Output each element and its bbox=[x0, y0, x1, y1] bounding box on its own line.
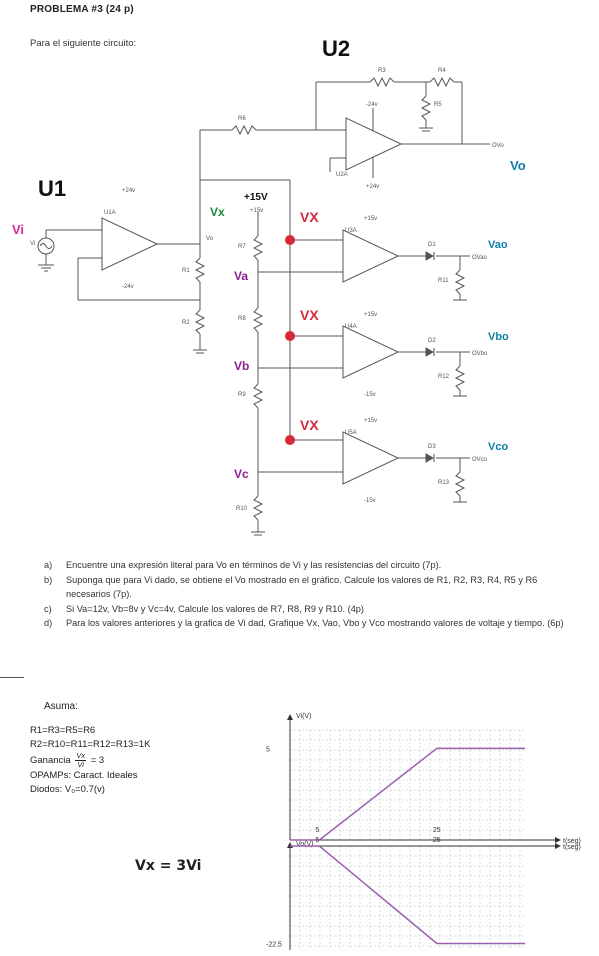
assumption-line-2: R2=R10=R11=R12=R13=1K bbox=[30, 739, 151, 750]
label-r3: R3 bbox=[378, 68, 386, 74]
annotation-plus15v: +15V bbox=[244, 192, 268, 203]
label-r11: R11 bbox=[438, 278, 449, 284]
label-r6: R6 bbox=[238, 116, 246, 122]
x-tick-label: 25 bbox=[432, 827, 441, 834]
question-b: b) Suponga que para Vi dado, se obtiene el Vo mostrado en el gráfico. Calcule los valores de R1, R2, R3, R4, R5 y R6 necesarios (7p). bbox=[44, 574, 538, 599]
label-r10: R10 bbox=[236, 506, 248, 512]
x-axis-arrow bbox=[555, 843, 561, 849]
label-u4a: U4A bbox=[345, 324, 357, 330]
problem-title: PROBLEMA #3 (24 p) bbox=[30, 4, 134, 15]
annotation-vbo: Vbo bbox=[488, 331, 509, 343]
label-vo-out: OVo bbox=[492, 143, 504, 149]
label-u2a: U2A bbox=[336, 172, 348, 178]
annotation-u2: U2 bbox=[322, 36, 351, 61]
label-vi-source: Vi bbox=[30, 241, 36, 247]
label-r2: R2 bbox=[182, 320, 190, 326]
annotation-vx-red-3: VX bbox=[300, 417, 319, 433]
label-vbo-out: OVbo bbox=[472, 351, 488, 357]
handwritten-vx-note: Vx = 3Vi bbox=[135, 858, 202, 874]
label-u5-neg-supply: -15v bbox=[364, 498, 376, 504]
annotation-vco: Vco bbox=[488, 441, 509, 453]
annotation-vi: Vi bbox=[12, 222, 25, 237]
problem-intro: Para el siguiente circuito: bbox=[30, 38, 137, 49]
y-axis-label: Vo(V) bbox=[296, 841, 314, 848]
assumption-line-5: Diodos: V₀=0.7(v) bbox=[30, 784, 105, 795]
label-r9: R9 bbox=[238, 392, 246, 398]
label-r8: R8 bbox=[238, 316, 246, 322]
label-u4-pos-supply: +15v bbox=[364, 312, 378, 318]
label-vo-node: Vo bbox=[206, 236, 214, 242]
assumption-line-4: OPAMPs: Caract. Ideales bbox=[30, 770, 138, 781]
label-u5a: U5A bbox=[345, 430, 357, 436]
annotation-vb: Vb bbox=[234, 359, 250, 373]
label-divider-supply: +15v bbox=[250, 208, 264, 214]
label-u3-pos-supply: +15v bbox=[364, 216, 378, 222]
label-u1a: U1A bbox=[104, 210, 116, 216]
annotation-vx-red-2: VX bbox=[300, 307, 319, 323]
y-axis-arrow bbox=[287, 842, 293, 848]
label-u1-neg-supply: -24v bbox=[122, 284, 134, 290]
x-tick-label: 5 bbox=[315, 837, 320, 844]
label-r7: R7 bbox=[238, 244, 246, 250]
label-r12: R12 bbox=[438, 374, 450, 380]
label-d3: D3 bbox=[428, 444, 436, 450]
label-vao-out: OVao bbox=[472, 255, 487, 261]
label-u3a: U3A bbox=[345, 228, 357, 234]
annotation-u1: U1 bbox=[38, 176, 67, 201]
label-r5: R5 bbox=[434, 102, 442, 108]
question-c: c) Si Va=12v, Vb=8v y Vc=4v, Calcule los valores de R7, R8, R9 y R10. (4p) bbox=[44, 603, 364, 614]
annotation-vao: Vao bbox=[488, 239, 508, 251]
label-r4: R4 bbox=[438, 68, 446, 74]
x-tick-label: 5 bbox=[315, 827, 320, 834]
label-vco-out: OVco bbox=[472, 457, 488, 463]
vo-chart bbox=[266, 837, 581, 950]
label-u2-neg-supply: -24v bbox=[366, 102, 378, 108]
label-u5-pos-supply: +15v bbox=[364, 418, 378, 424]
annotation-vc: Vc bbox=[234, 467, 249, 481]
label-r1: R1 bbox=[182, 268, 190, 274]
annotation-va: Va bbox=[234, 269, 249, 283]
label-d2: D2 bbox=[428, 338, 436, 344]
assumptions-heading: Asuma: bbox=[44, 701, 78, 712]
x-axis-label: t(seg) bbox=[563, 844, 581, 851]
x-axis-arrow bbox=[555, 837, 561, 843]
annotation-vx-red-1: VX bbox=[300, 209, 319, 225]
question-d: d) Para los valores anteriores y la grafica de Vi dad, Grafique Vx, Vao, Vbo y Vco mostrando valores de voltaje y tiempo. (6p) bbox=[44, 618, 564, 628]
y-axis-label: Vi(V) bbox=[296, 713, 312, 720]
y-tick-label: -22.5 bbox=[266, 941, 282, 949]
y-tick-label: 5 bbox=[266, 746, 270, 754]
x-tick-label: 25 bbox=[432, 837, 441, 844]
annotation-vx-green: Vx bbox=[210, 205, 225, 219]
label-d1: D1 bbox=[428, 242, 436, 248]
assumption-line-1: R1=R3=R5=R6 bbox=[30, 725, 96, 736]
x-axis-label: t(seg) bbox=[563, 838, 581, 845]
label-r13: R13 bbox=[438, 480, 450, 486]
label-u4-neg-supply: -15v bbox=[364, 392, 376, 398]
annotation-vo: Vo bbox=[510, 158, 526, 173]
y-axis-arrow bbox=[287, 714, 293, 720]
vi-chart bbox=[266, 713, 581, 845]
label-u2-pos-supply: +24v bbox=[366, 184, 380, 190]
question-a: a) Encuentre una expresión literal para Vo en términos de Vi y las resistencias del circuito (7p). bbox=[44, 560, 442, 570]
assumption-gain: Ganancia $\frac{Vx}{Vi}$ = 3 bbox=[30, 751, 105, 769]
label-u1-pos-supply: +24v bbox=[122, 188, 136, 194]
